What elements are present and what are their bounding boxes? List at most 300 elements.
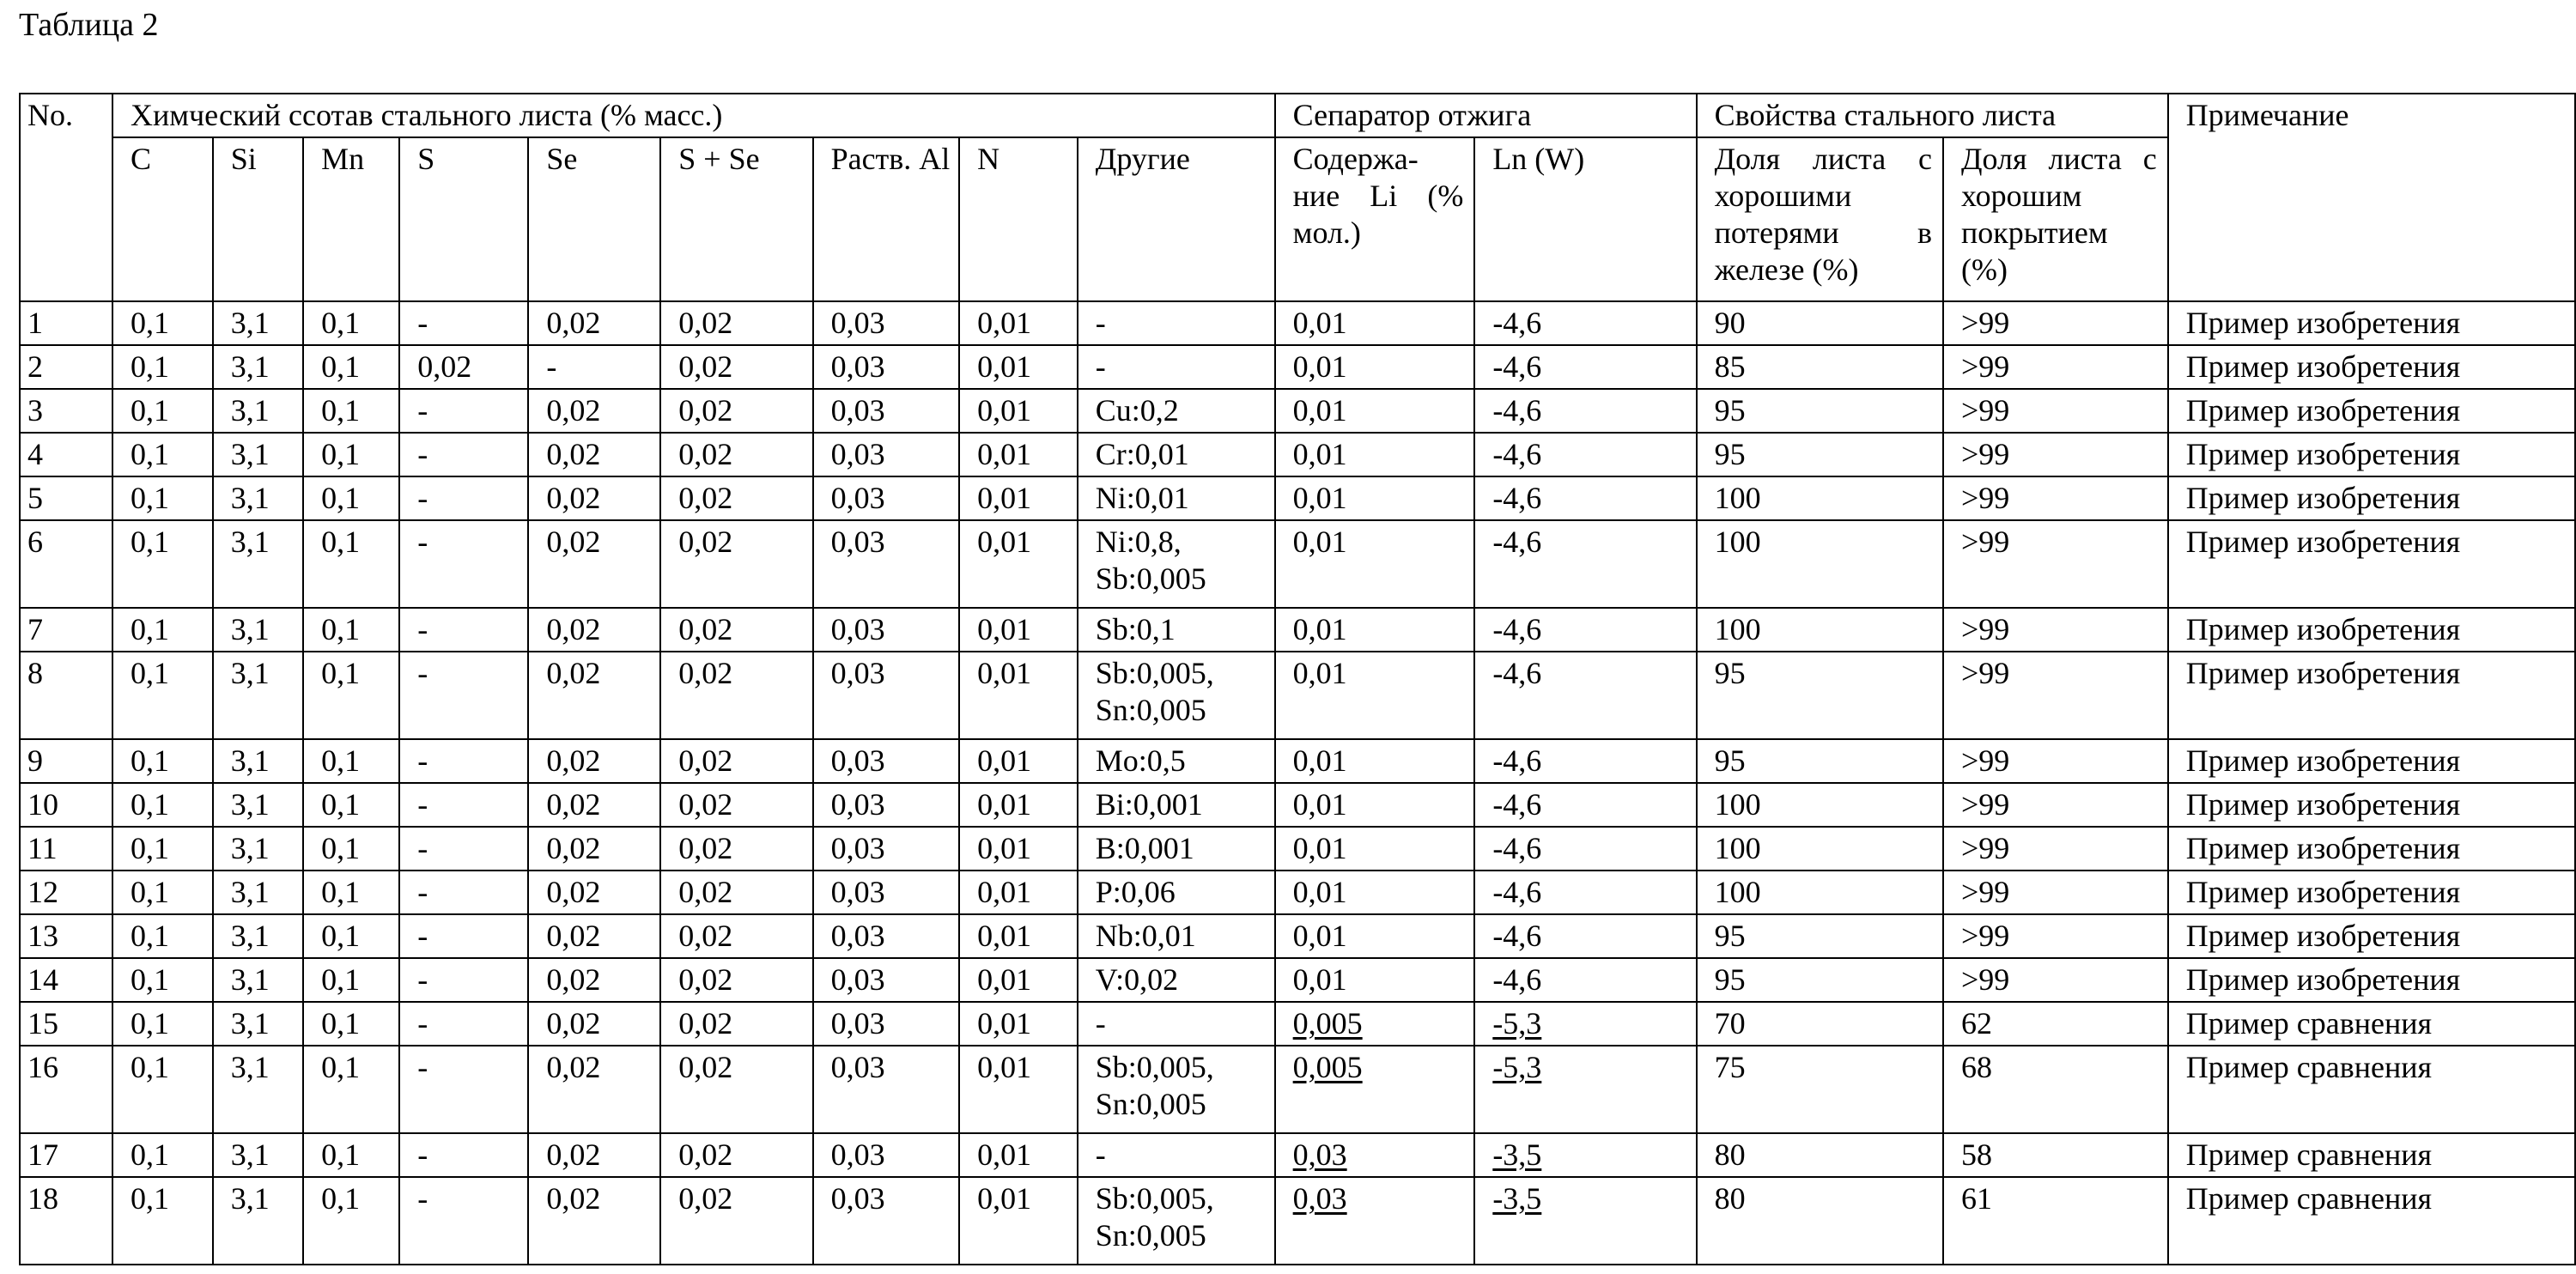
- table-row: [20, 608, 2575, 652]
- cell-s: [399, 1002, 528, 1046]
- cell-iron-loss-share: [1697, 389, 1943, 433]
- cell-s: [399, 433, 528, 476]
- cell-si-value: 3,1: [230, 656, 270, 690]
- cell-coating-share: [1943, 608, 2168, 652]
- cell-mn-value: 0,1: [321, 919, 361, 953]
- other-element-line: Sb:0,005,: [1095, 656, 1214, 690]
- table-row: [20, 389, 2575, 433]
- cell-si: [213, 871, 303, 914]
- row-no: [20, 783, 112, 827]
- other-element-line: Sb:0,005: [1095, 561, 1206, 596]
- cell-s-plus-se-value: 0,02: [678, 919, 733, 953]
- cell-c-value: 0,1: [130, 875, 169, 909]
- cell-se-value: 0,02: [546, 831, 601, 865]
- cell-si: [213, 739, 303, 783]
- cell-s-plus-se-value: 0,02: [678, 481, 733, 515]
- cell-si: [213, 1002, 303, 1046]
- other-element-line: Sb:0,005,: [1095, 1050, 1214, 1084]
- cell-si: [213, 1177, 303, 1265]
- cell-sol-al-value: 0,03: [830, 393, 885, 428]
- cell-ln-w: [1474, 608, 1696, 652]
- cell-si-value: 3,1: [230, 437, 270, 471]
- cell-s-plus-se: [660, 301, 812, 345]
- cell-se: [528, 739, 660, 783]
- cell-c-value: 0,1: [130, 656, 169, 690]
- cell-iron-loss-share-value: 95: [1714, 437, 1746, 471]
- cell-note: [2168, 1133, 2575, 1177]
- other-element-line: Mo:0,5: [1095, 743, 1186, 778]
- cell-s-plus-se: [660, 433, 812, 476]
- row-no: [20, 389, 112, 433]
- cell-s: [399, 301, 528, 345]
- cell-s: [399, 389, 528, 433]
- cell-li-content-value: 0,01: [1292, 437, 1347, 471]
- cell-iron-loss-share: [1697, 301, 1943, 345]
- cell-mn: [303, 1177, 399, 1265]
- cell-iron-loss-share-value: 95: [1714, 393, 1746, 428]
- cell-se-value: 0,02: [546, 1138, 601, 1172]
- cell-li-content: [1275, 476, 1475, 520]
- cell-note: [2168, 301, 2575, 345]
- cell-si: [213, 301, 303, 345]
- row-no-value: 9: [27, 743, 43, 778]
- cell-other: [1078, 652, 1275, 739]
- row-no-value: 16: [27, 1050, 58, 1084]
- cell-sol-al: [813, 652, 960, 739]
- cell-n-value: 0,01: [977, 875, 1032, 909]
- cell-s-plus-se: [660, 783, 812, 827]
- cell-ln-w-value: -5,3: [1492, 1006, 1542, 1040]
- cell-mn-value: 0,1: [321, 743, 361, 778]
- cell-c-value: 0,1: [130, 437, 169, 471]
- cell-ln-w: [1474, 301, 1696, 345]
- cell-n: [959, 1046, 1078, 1133]
- cell-s-plus-se-value: 0,02: [678, 962, 733, 997]
- other-element-line: Sn:0,005: [1095, 1218, 1206, 1253]
- cell-other: [1078, 301, 1275, 345]
- cell-s-plus-se: [660, 520, 812, 608]
- cell-sol-al: [813, 1133, 960, 1177]
- cell-sol-al-value: 0,03: [830, 656, 885, 690]
- cell-ln-w-value: -4,6: [1492, 962, 1542, 997]
- cell-ln-w: [1474, 958, 1696, 1002]
- cell-ln-w: [1474, 1133, 1696, 1177]
- table-row: [20, 871, 2575, 914]
- cell-sol-al: [813, 608, 960, 652]
- cell-c: [112, 827, 213, 871]
- cell-li-content: [1275, 1133, 1475, 1177]
- cell-iron-loss-share: [1697, 914, 1943, 958]
- cell-mn: [303, 520, 399, 608]
- cell-note: [2168, 433, 2575, 476]
- cell-li-content: [1275, 608, 1475, 652]
- cell-c-value: 0,1: [130, 743, 169, 778]
- cell-s-plus-se: [660, 914, 812, 958]
- header-ln-w: Ln (W): [1474, 137, 1696, 301]
- cell-ln-w-value: -3,5: [1492, 1138, 1542, 1172]
- cell-other: [1078, 914, 1275, 958]
- cell-coating-share-value: >99: [1960, 831, 2010, 865]
- cell-iron-loss-share-value: 80: [1714, 1181, 1746, 1216]
- cell-se-value: 0,02: [546, 656, 601, 690]
- cell-li-content-value: 0,03: [1292, 1138, 1347, 1172]
- cell-iron-loss-share: [1697, 433, 1943, 476]
- cell-s-plus-se: [660, 389, 812, 433]
- cell-se: [528, 476, 660, 520]
- cell-sol-al: [813, 433, 960, 476]
- row-no: [20, 739, 112, 783]
- cell-iron-loss-share-value: 75: [1714, 1050, 1746, 1084]
- cell-mn: [303, 389, 399, 433]
- cell-note-value: Пример сравнения: [2185, 1138, 2433, 1172]
- cell-si-value: 3,1: [230, 525, 270, 559]
- cell-iron-loss-share: [1697, 345, 1943, 389]
- cell-iron-loss-share-value: 85: [1714, 349, 1746, 384]
- header-sheet-properties: Свойства стального листа: [1697, 94, 2168, 137]
- row-no-value: 4: [27, 437, 43, 471]
- cell-se-value: 0,02: [546, 1181, 601, 1216]
- cell-si: [213, 608, 303, 652]
- cell-coating-share: [1943, 739, 2168, 783]
- row-no-value: 7: [27, 612, 43, 646]
- cell-iron-loss-share: [1697, 827, 1943, 871]
- cell-s-plus-se: [660, 608, 812, 652]
- cell-mn-value: 0,1: [321, 349, 361, 384]
- cell-mn-value: 0,1: [321, 1138, 361, 1172]
- cell-si-value: 3,1: [230, 1050, 270, 1084]
- cell-n: [959, 520, 1078, 608]
- row-no: [20, 1133, 112, 1177]
- cell-s-plus-se: [660, 345, 812, 389]
- cell-iron-loss-share-value: 95: [1714, 656, 1746, 690]
- cell-si: [213, 476, 303, 520]
- cell-mn: [303, 433, 399, 476]
- cell-sol-al-value: 0,03: [830, 831, 885, 865]
- cell-note-value: Пример изобретения: [2185, 612, 2461, 646]
- cell-sol-al: [813, 1002, 960, 1046]
- cell-mn: [303, 871, 399, 914]
- cell-si-value: 3,1: [230, 1138, 270, 1172]
- cell-si-value: 3,1: [230, 962, 270, 997]
- cell-note-value: Пример изобретения: [2185, 656, 2461, 690]
- table-row: [20, 345, 2575, 389]
- header-se: Se: [528, 137, 660, 301]
- cell-s: [399, 783, 528, 827]
- cell-ln-w: [1474, 389, 1696, 433]
- cell-s-plus-se: [660, 1133, 812, 1177]
- cell-se: [528, 783, 660, 827]
- cell-mn-value: 0,1: [321, 481, 361, 515]
- cell-n-value: 0,01: [977, 306, 1032, 340]
- cell-iron-loss-share-value: 80: [1714, 1138, 1746, 1172]
- cell-ln-w-value: -4,6: [1492, 656, 1542, 690]
- cell-si: [213, 783, 303, 827]
- cell-mn-value: 0,1: [321, 787, 361, 822]
- cell-si: [213, 652, 303, 739]
- cell-note: [2168, 389, 2575, 433]
- cell-iron-loss-share: [1697, 1177, 1943, 1265]
- cell-s: [399, 827, 528, 871]
- cell-s: [399, 520, 528, 608]
- cell-si: [213, 827, 303, 871]
- cell-ln-w: [1474, 433, 1696, 476]
- cell-note-value: Пример изобретения: [2185, 787, 2461, 822]
- header-c: C: [112, 137, 213, 301]
- cell-n-value: 0,01: [977, 831, 1032, 865]
- cell-s-value: -: [417, 525, 428, 559]
- cell-li-content: [1275, 652, 1475, 739]
- cell-iron-loss-share: [1697, 608, 1943, 652]
- cell-coating-share: [1943, 520, 2168, 608]
- cell-s-plus-se-value: 0,02: [678, 831, 733, 865]
- header-other: Другие: [1078, 137, 1275, 301]
- other-element-line: -: [1095, 349, 1106, 384]
- cell-iron-loss-share-value: 100: [1714, 787, 1761, 822]
- cell-n: [959, 476, 1078, 520]
- cell-mn-value: 0,1: [321, 1050, 361, 1084]
- cell-s-value: -: [417, 393, 428, 428]
- other-element-line: P:0,06: [1095, 875, 1176, 909]
- cell-note-value: Пример изобретения: [2185, 437, 2461, 471]
- cell-ln-w-value: -4,6: [1492, 831, 1542, 865]
- cell-se-value: 0,02: [546, 306, 601, 340]
- cell-s-value: -: [417, 1050, 428, 1084]
- cell-sol-al-value: 0,03: [830, 962, 885, 997]
- cell-n: [959, 345, 1078, 389]
- table-row: [20, 739, 2575, 783]
- cell-mn: [303, 1133, 399, 1177]
- cell-li-content: [1275, 1046, 1475, 1133]
- row-no: [20, 433, 112, 476]
- cell-note: [2168, 345, 2575, 389]
- other-element-line: Sn:0,005: [1095, 693, 1206, 727]
- cell-se-value: 0,02: [546, 743, 601, 778]
- cell-li-content-value: 0,01: [1292, 393, 1347, 428]
- cell-sol-al-value: 0,03: [830, 1138, 885, 1172]
- cell-note-value: Пример изобретения: [2185, 831, 2461, 865]
- cell-other: [1078, 1133, 1275, 1177]
- cell-se-value: 0,02: [546, 875, 601, 909]
- cell-se: [528, 871, 660, 914]
- table-row: [20, 1002, 2575, 1046]
- cell-mn-value: 0,1: [321, 1006, 361, 1040]
- cell-n: [959, 783, 1078, 827]
- other-element-line: Ni:0,8,: [1095, 525, 1182, 559]
- cell-s: [399, 1046, 528, 1133]
- header-no: No.: [20, 94, 112, 301]
- cell-si-value: 3,1: [230, 1006, 270, 1040]
- cell-mn-value: 0,1: [321, 962, 361, 997]
- cell-si-value: 3,1: [230, 743, 270, 778]
- cell-coating-share-value: >99: [1960, 349, 2010, 384]
- cell-mn-value: 0,1: [321, 875, 361, 909]
- cell-sol-al-value: 0,03: [830, 1050, 885, 1084]
- cell-s-plus-se-value: 0,02: [678, 306, 733, 340]
- cell-li-content-value: 0,01: [1292, 787, 1347, 822]
- cell-sol-al: [813, 1177, 960, 1265]
- cell-se: [528, 1133, 660, 1177]
- cell-li-content: [1275, 520, 1475, 608]
- cell-iron-loss-share: [1697, 1133, 1943, 1177]
- cell-other: [1078, 827, 1275, 871]
- cell-coating-share-value: >99: [1960, 656, 2010, 690]
- cell-ln-w: [1474, 1002, 1696, 1046]
- cell-mn: [303, 739, 399, 783]
- cell-sol-al-value: 0,03: [830, 306, 885, 340]
- cell-mn-value: 0,1: [321, 831, 361, 865]
- cell-s: [399, 345, 528, 389]
- cell-mn: [303, 608, 399, 652]
- cell-ln-w: [1474, 520, 1696, 608]
- cell-li-content-value: 0,03: [1292, 1181, 1347, 1216]
- cell-n: [959, 652, 1078, 739]
- cell-s: [399, 1177, 528, 1265]
- cell-ln-w: [1474, 1046, 1696, 1133]
- cell-s-plus-se: [660, 739, 812, 783]
- cell-coating-share: [1943, 345, 2168, 389]
- cell-si-value: 3,1: [230, 787, 270, 822]
- cell-sol-al: [813, 520, 960, 608]
- cell-c: [112, 1046, 213, 1133]
- cell-iron-loss-share: [1697, 476, 1943, 520]
- cell-ln-w: [1474, 827, 1696, 871]
- cell-iron-loss-share-value: 95: [1714, 743, 1746, 778]
- cell-se: [528, 652, 660, 739]
- cell-ln-w-value: -5,3: [1492, 1050, 1542, 1084]
- header-si: Si: [213, 137, 303, 301]
- cell-li-content: [1275, 783, 1475, 827]
- cell-n-value: 0,01: [977, 787, 1032, 822]
- cell-note-value: Пример изобретения: [2185, 875, 2461, 909]
- row-no: [20, 1002, 112, 1046]
- cell-si: [213, 1046, 303, 1133]
- cell-other: [1078, 345, 1275, 389]
- cell-s: [399, 914, 528, 958]
- cell-note: [2168, 783, 2575, 827]
- other-element-line: Sn:0,005: [1095, 1087, 1206, 1121]
- cell-other: [1078, 1177, 1275, 1265]
- cell-note: [2168, 476, 2575, 520]
- cell-se-value: 0,02: [546, 962, 601, 997]
- cell-si-value: 3,1: [230, 393, 270, 428]
- cell-coating-share: [1943, 871, 2168, 914]
- cell-s-plus-se: [660, 1046, 812, 1133]
- cell-sol-al: [813, 739, 960, 783]
- row-no: [20, 827, 112, 871]
- header-chemical-composition: Химческий ссотав стального листа (% масс.): [112, 94, 1275, 137]
- cell-se-value: 0,02: [546, 1006, 601, 1040]
- header-s: S: [399, 137, 528, 301]
- cell-mn: [303, 652, 399, 739]
- cell-se: [528, 958, 660, 1002]
- cell-note-value: Пример сравнения: [2185, 1050, 2433, 1084]
- cell-iron-loss-share-value: 100: [1714, 831, 1761, 865]
- cell-n-value: 0,01: [977, 656, 1032, 690]
- cell-sol-al-value: 0,03: [830, 612, 885, 646]
- other-element-line: Cu:0,2: [1095, 393, 1179, 428]
- table-row: [20, 1046, 2575, 1133]
- cell-ln-w-value: -4,6: [1492, 612, 1542, 646]
- cell-n: [959, 1002, 1078, 1046]
- cell-mn-value: 0,1: [321, 525, 361, 559]
- cell-si-value: 3,1: [230, 831, 270, 865]
- cell-n: [959, 608, 1078, 652]
- cell-sol-al-value: 0,03: [830, 875, 885, 909]
- cell-si: [213, 433, 303, 476]
- cell-se: [528, 827, 660, 871]
- cell-iron-loss-share: [1697, 520, 1943, 608]
- cell-other: [1078, 739, 1275, 783]
- row-no-value: 5: [27, 481, 43, 515]
- row-no: [20, 476, 112, 520]
- cell-ln-w-value: -4,6: [1492, 787, 1542, 822]
- cell-s-plus-se: [660, 652, 812, 739]
- cell-se: [528, 914, 660, 958]
- cell-note-value: Пример изобретения: [2185, 306, 2461, 340]
- cell-li-content-value: 0,01: [1292, 831, 1347, 865]
- cell-coating-share-value: >99: [1960, 919, 2010, 953]
- cell-ln-w: [1474, 652, 1696, 739]
- header-li-content: Содержа-ние Li (% мол.): [1275, 137, 1475, 301]
- row-no: [20, 871, 112, 914]
- cell-other: [1078, 476, 1275, 520]
- cell-li-content: [1275, 301, 1475, 345]
- cell-mn: [303, 958, 399, 1002]
- cell-ln-w-value: -4,6: [1492, 525, 1542, 559]
- cell-mn: [303, 827, 399, 871]
- cell-other: [1078, 783, 1275, 827]
- cell-note-value: Пример сравнения: [2185, 1181, 2433, 1216]
- cell-s-plus-se: [660, 1177, 812, 1265]
- cell-coating-share: [1943, 301, 2168, 345]
- cell-note: [2168, 914, 2575, 958]
- cell-se: [528, 433, 660, 476]
- header-note: Примечание: [2168, 94, 2575, 301]
- cell-note-value: Пример сравнения: [2185, 1006, 2433, 1040]
- row-no-value: 2: [27, 349, 43, 384]
- cell-li-content: [1275, 1177, 1475, 1265]
- cell-n-value: 0,01: [977, 919, 1032, 953]
- cell-coating-share-value: >99: [1960, 743, 2010, 778]
- cell-si-value: 3,1: [230, 612, 270, 646]
- row-no-value: 17: [27, 1138, 58, 1172]
- cell-s-value: -: [417, 437, 428, 471]
- table-row: [20, 1177, 2575, 1265]
- row-no-value: 3: [27, 393, 43, 428]
- table-body: [20, 301, 2575, 1265]
- cell-s-plus-se-value: 0,02: [678, 743, 733, 778]
- cell-other: [1078, 520, 1275, 608]
- cell-coating-share-value: >99: [1960, 787, 2010, 822]
- cell-li-content: [1275, 827, 1475, 871]
- cell-note: [2168, 958, 2575, 1002]
- cell-c: [112, 345, 213, 389]
- steel-sheet-table: [19, 93, 2576, 1265]
- cell-ln-w-value: -4,6: [1492, 481, 1542, 515]
- table-row: [20, 827, 2575, 871]
- cell-coating-share-value: >99: [1960, 875, 2010, 909]
- row-no: [20, 914, 112, 958]
- cell-iron-loss-share: [1697, 652, 1943, 739]
- cell-other: [1078, 433, 1275, 476]
- cell-other: [1078, 389, 1275, 433]
- cell-se: [528, 389, 660, 433]
- cell-sol-al: [813, 301, 960, 345]
- cell-s: [399, 652, 528, 739]
- cell-c: [112, 301, 213, 345]
- cell-note: [2168, 608, 2575, 652]
- cell-n: [959, 914, 1078, 958]
